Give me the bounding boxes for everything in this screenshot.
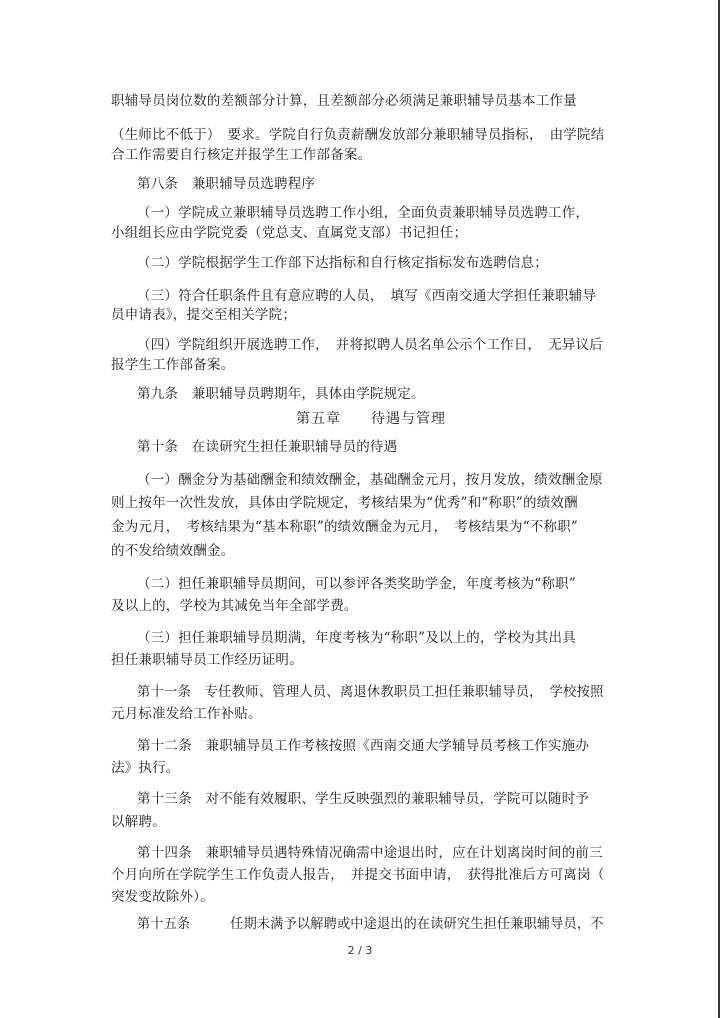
paragraph-line: 合工作需要自行核定并报学生工作部备案。 [111, 147, 372, 163]
article-11: 第十一条 专任教师、管理人员、离退休教职员工担任兼职辅导员， 学校按照 [137, 684, 604, 700]
article-15: 第十五条 任期未满予以解聘或中途退出的在读研究生担任兼职辅导员，不 [137, 916, 604, 932]
article-12: 第十二条 兼职辅导员工作考核按照《西南交通大学辅导员考核工作实施办 [137, 738, 590, 754]
paragraph-line: 突发变故除外）。 [111, 889, 214, 905]
paragraph-line: 的不发给绩效酬金。 [111, 543, 235, 559]
article-9: 第九条 兼职辅导员聘期年，具体由学院规定。 [137, 386, 425, 402]
paragraph-line: 元月标准发给工作补贴。 [111, 706, 262, 722]
paragraph-line: 小组组长应由学院党委（党总支、直属党支部）书记担任； [111, 225, 468, 241]
paragraph-line: （三）担任兼职辅导员期满，年度考核为“称职”及以上的，学校为其出具 [137, 630, 576, 646]
paragraph-line: 报学生工作部备案。 [111, 357, 235, 373]
paragraph-line: 职辅导员岗位数的差额部分计算，且差额部分必须满足兼职辅导员基本工作量 [111, 93, 577, 109]
article-14: 第十四条 兼职辅导员遇特殊情况确需中途退出时，应在计划离岗时间的前三 [137, 845, 603, 861]
article-13: 第十三条 对不能有效履职、学生反映强烈的兼职辅导员，学院可以随时予 [137, 791, 590, 807]
paragraph-line: 担任兼职辅导员工作经历证明。 [111, 652, 303, 668]
paragraph-line: （二）担任兼职辅导员期间，可以参评各类奖助学金，年度考核为“称职” [137, 576, 576, 592]
paragraph-line: 个月向所在学院学生工作负责人报告， 并提交书面申请， 获得批准后方可离岗（ [111, 867, 605, 883]
paragraph-line: （四）学院组织开展选聘工作， 并将拟聘人员名单公示个工作日， 无异议后 [137, 337, 603, 353]
paragraph-line: 法》执行。 [111, 760, 180, 776]
paragraph-line: 及以上的，学校为其减免当年全部学费。 [111, 598, 358, 614]
paragraph-line: 金为元月， 考核结果为“基本称职”的绩效酬金为元月， 考核结果为“不称职” [111, 519, 579, 535]
paragraph-line: 员申请表》，提交至相关学院； [111, 307, 297, 323]
paragraph-line: （二）学院根据学生工作部下达指标和自行核定指标发布选聘信息； [137, 255, 548, 271]
paragraph-line: （一）学院成立兼职辅导员选聘工作小组，全面负责兼职辅导员选聘工作， [137, 205, 590, 221]
paragraph-line: （三）符合任职条件且有意应聘的人员， 填写《西南交通大学担任兼职辅导 [137, 288, 597, 304]
paragraph-line: 则上按年一次性发放，具体由学院规定，考核结果为“优秀”和“称职”的绩效酬 [111, 495, 578, 511]
paragraph-line: （生师比不低于） 要求。学院自行负责薪酬发放部分兼职辅导员指标， 由学院结 [111, 127, 605, 143]
article-8-title: 第八条 兼职辅导员选聘程序 [137, 176, 316, 192]
chapter-heading: 第五章 待遇与管理 [296, 411, 446, 427]
page-number: 2 / 3 [347, 944, 373, 957]
article-10-title: 第十条 在读研究生担任兼职辅导员的待遇 [137, 439, 398, 455]
paragraph-line: （一）酬金分为基础酬金和绩效酬金，基础酬金元月，按月发放，绩效酬金原 [137, 472, 603, 488]
paragraph-line: 以解聘。 [111, 814, 166, 830]
